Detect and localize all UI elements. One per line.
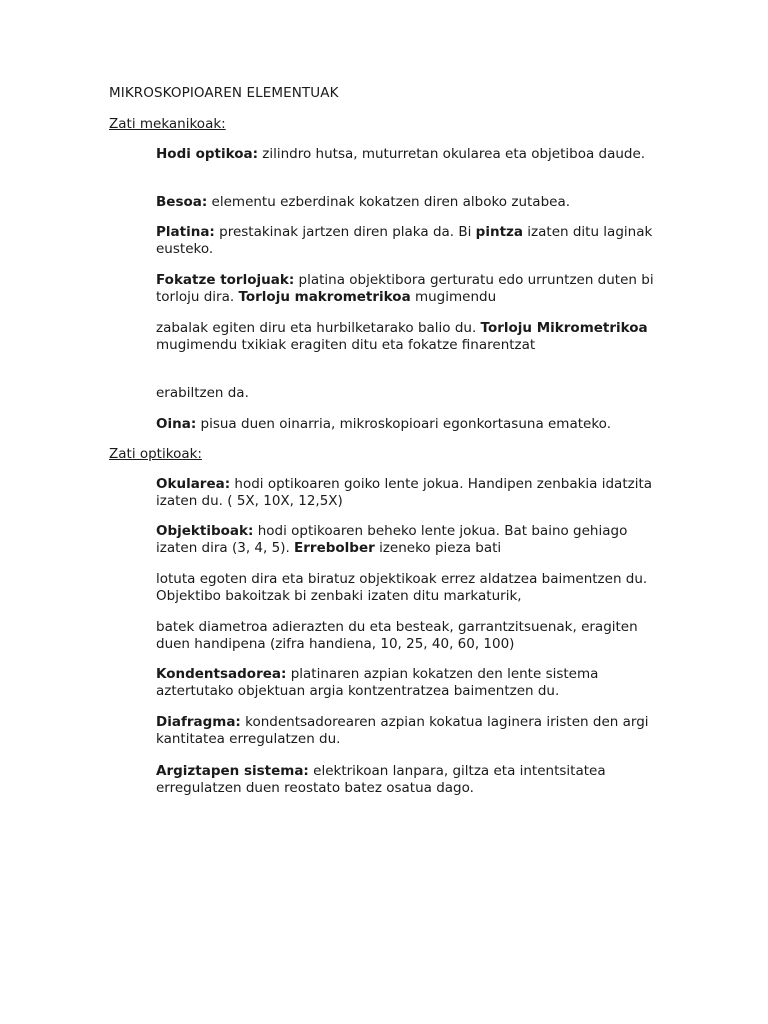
item-text: elementu ezberdinak kokatzen diren alboko zutabea. bbox=[207, 194, 571, 210]
item-term: Besoa: bbox=[156, 194, 208, 210]
section-heading-mechanical: Zati mekanikoak: bbox=[109, 116, 226, 132]
item-text: mugimendu txikiak eragiten ditu eta fokatze finarentzat bbox=[156, 337, 536, 353]
item-torloju-continuation bbox=[156, 320, 656, 354]
item-bold: pintza bbox=[475, 224, 523, 240]
item-besoa bbox=[156, 194, 656, 211]
item-term: Argiztapen sistema: bbox=[156, 763, 309, 779]
item-okularea bbox=[156, 476, 656, 510]
item-text: hodi optikoaren beheko lente jokua. Bat baino gehiago izaten dira (3, 4, 5). bbox=[156, 523, 628, 556]
item-text: hodi optikoaren goiko lente jokua. Handipen zenbakia idatzita izaten du. ( 5X, 10X, 12,5X) bbox=[156, 476, 653, 509]
item-text: izeneko pieza bati bbox=[374, 540, 502, 556]
item-text: zilindro hutsa, muturretan okularea eta objetiboa daude. bbox=[257, 146, 646, 162]
item-bold: Errebolber bbox=[294, 540, 375, 556]
item-diafragma bbox=[156, 714, 656, 748]
item-term: Okularea: bbox=[156, 476, 231, 492]
item-bold: Torloju makrometrikoa bbox=[238, 289, 411, 305]
item-oina bbox=[156, 416, 656, 433]
item-text: batek diametroa adierazten du eta besteak, garrantzitsuenak, eragiten duen handipena (zifra handiena, 10, 25, 40, 60, 100) bbox=[156, 619, 638, 652]
item-term: Hodi optikoa: bbox=[156, 146, 258, 162]
item-hodi-optikoa bbox=[156, 146, 656, 163]
item-text: platinaren azpian kokatzen den lente sistema aztertutako objektuan argia kontzentratzea baimentzen du. bbox=[156, 666, 599, 699]
page-title: MIKROSKOPIOAREN ELEMENTUAK bbox=[109, 85, 339, 101]
item-kondentsadorea bbox=[156, 666, 656, 700]
item-text: elektrikoan lanpara, giltza eta intentsitatea erregulatzen duen reostato batez osatua dago. bbox=[156, 763, 606, 796]
item-text: erabiltzen da. bbox=[156, 385, 249, 401]
item-term: Fokatze torlojuak: bbox=[156, 272, 295, 288]
item-erabiltzen bbox=[156, 385, 656, 402]
item-lotuta bbox=[156, 571, 656, 605]
item-text: mugimendu bbox=[410, 289, 497, 305]
item-batek bbox=[156, 619, 656, 653]
item-platina bbox=[156, 224, 656, 258]
item-term: Objektiboak: bbox=[156, 523, 254, 539]
item-term: Diafragma: bbox=[156, 714, 241, 730]
item-term: Kondentsadorea: bbox=[156, 666, 287, 682]
item-text: zabalak egiten diru eta hurbilketarako balio du. bbox=[156, 320, 481, 336]
item-text: pisua duen oinarria, mikroskopioari egonkortasuna emateko. bbox=[196, 416, 611, 432]
item-text: platina objektibora gerturatu edo urruntzen duten bi torloju dira. bbox=[156, 272, 654, 305]
item-text: izaten ditu laginak eusteko. bbox=[156, 224, 653, 257]
item-bold: Torloju Mikrometrikoa bbox=[480, 320, 648, 336]
item-objektiboak bbox=[156, 523, 656, 557]
section-heading-optical: Zati optikoak: bbox=[109, 446, 202, 462]
item-text: prestakinak jartzen diren plaka da. Bi bbox=[214, 224, 476, 240]
item-fokatze-torlojuak bbox=[156, 272, 656, 306]
item-term: Platina: bbox=[156, 224, 215, 240]
item-term: Oina: bbox=[156, 416, 197, 432]
item-text: lotuta egoten dira eta biratuz objektikoak errez aldatzea baimentzen du. Objektibo bakoitzak bi zenbaki izaten ditu markaturik, bbox=[156, 571, 648, 604]
item-argiztapen-sistema bbox=[156, 763, 656, 797]
item-text: kondentsadorearen azpian kokatua laginera iristen den argi kantitatea erregulatzen du. bbox=[156, 714, 649, 747]
